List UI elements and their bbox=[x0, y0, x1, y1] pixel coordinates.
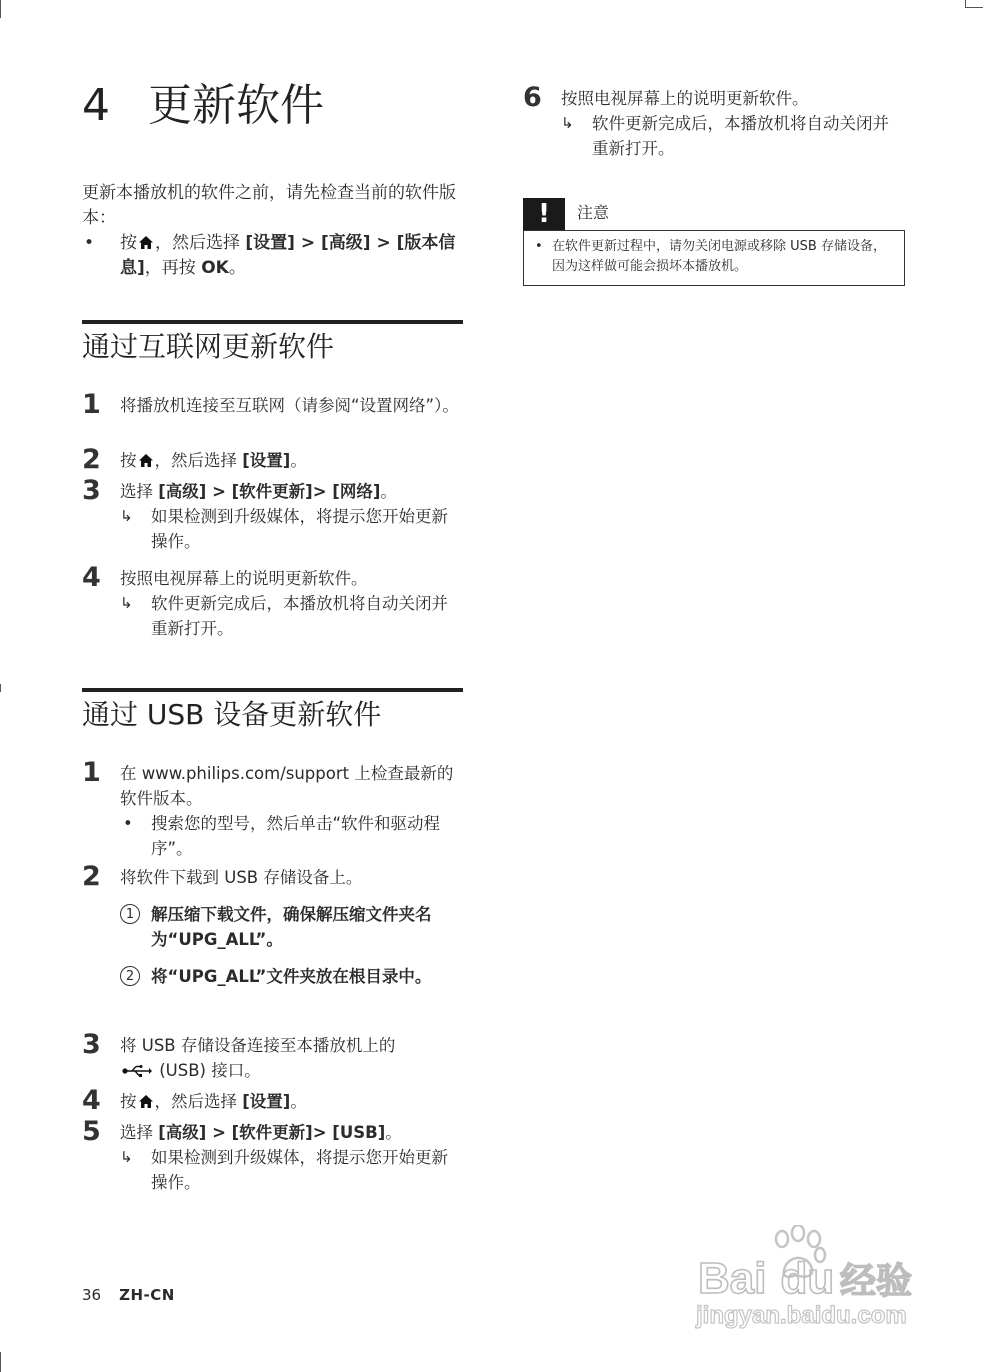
watermark-cn: 经验 bbox=[840, 1260, 913, 1301]
notice-body bbox=[523, 230, 905, 286]
chapter-heading: 更新软件 bbox=[148, 80, 324, 131]
internet-step-3 bbox=[82, 475, 464, 554]
usb-step-4 bbox=[82, 1085, 464, 1116]
intro-bullet: • 按 ，然后选择 [设置] > [高级] > [版本信息]，再按 OK。 bbox=[84, 233, 456, 278]
circled-number: 1 bbox=[120, 904, 140, 924]
menu-path: [设置] bbox=[242, 1092, 291, 1111]
result-arrow-icon: ↳ bbox=[561, 114, 574, 132]
exclamation-icon: ! bbox=[523, 198, 565, 230]
step-result: ↳ 如果检测到升级媒体，将提示您开始更新操作。 bbox=[120, 504, 464, 554]
step-bullet: • 搜索您的型号，然后单击“软件和驱动程序”。 bbox=[120, 811, 464, 861]
bullet-dot: • bbox=[123, 814, 133, 833]
step-number: 6 bbox=[523, 82, 542, 113]
crop-mark bbox=[0, 684, 1, 692]
section-heading-usb: 通过 USB 设备更新软件 bbox=[82, 688, 463, 734]
notice-label: 注意 bbox=[577, 203, 610, 222]
notice-header bbox=[523, 198, 905, 230]
step-6 bbox=[523, 82, 905, 161]
home-icon bbox=[139, 454, 153, 467]
baidu-jingyan-watermark bbox=[690, 1225, 930, 1335]
step-number: 4 bbox=[82, 1085, 101, 1116]
usb-icon bbox=[122, 1065, 152, 1077]
crop-mark bbox=[0, 1352, 1, 1372]
result-arrow-icon: ↳ bbox=[120, 594, 133, 612]
page-number: 36 bbox=[82, 1286, 102, 1304]
notice-box bbox=[523, 198, 905, 286]
intro-block bbox=[82, 181, 462, 281]
step-text: 选择 [高级] > [软件更新]> [USB]。 bbox=[120, 1123, 402, 1142]
step-text: 将 USB 存储设备连接至本播放机上的 (USB) 接口。 bbox=[120, 1036, 396, 1080]
step-text: 将播放机连接至互联网（请参阅“设置网络”）。 bbox=[120, 396, 459, 415]
result-arrow-icon: ↳ bbox=[120, 507, 133, 525]
internet-step-1 bbox=[82, 389, 464, 420]
home-icon bbox=[139, 236, 153, 249]
step-number: 1 bbox=[82, 757, 101, 788]
usb-step-5 bbox=[82, 1116, 464, 1195]
step-number: 1 bbox=[82, 389, 101, 420]
step-text: 选择 [高级] > [软件更新]> [网络]。 bbox=[120, 482, 397, 501]
home-icon bbox=[139, 1095, 153, 1108]
step-result: ↳ 软件更新完成后，本播放机将自动关闭并重新打开。 bbox=[120, 591, 464, 641]
step-number: 2 bbox=[82, 861, 101, 892]
chapter-number: 4 bbox=[82, 80, 110, 131]
section-heading-internet: 通过互联网更新软件 bbox=[82, 320, 463, 366]
usb-step-2 bbox=[82, 861, 464, 989]
step-result: ↳ 软件更新完成后，本播放机将自动关闭并重新打开。 bbox=[561, 111, 905, 161]
step-number: 5 bbox=[82, 1116, 101, 1147]
language-code: ZH-CN bbox=[119, 1286, 175, 1304]
menu-path: [高级] > [软件更新]> [USB] bbox=[158, 1123, 386, 1142]
step-number: 3 bbox=[82, 475, 101, 506]
result-arrow-icon: ↳ bbox=[120, 1148, 133, 1166]
watermark-brand: Bai du bbox=[698, 1254, 835, 1303]
substep-1: 1 解压缩下载文件，确保解压缩文件夹名为“UPG_ALL”。 bbox=[120, 902, 464, 952]
notice-text: 在软件更新过程中，请勿关闭电源或移除 USB 存储设备，因为这样做可能会损坏本播放机。 bbox=[552, 239, 886, 274]
step-result: ↳ 如果检测到升级媒体，将提示您开始更新操作。 bbox=[120, 1145, 464, 1195]
crop-mark bbox=[0, 0, 1, 18]
chapter-title bbox=[82, 78, 324, 134]
step-text: 将软件下载到 USB 存储设备上。 bbox=[120, 868, 363, 887]
step-number: 4 bbox=[82, 562, 101, 593]
watermark-url: jingyan.baidu.com bbox=[696, 1302, 907, 1329]
substep-2: 2 将“UPG_ALL”文件夹放在根目录中。 bbox=[120, 964, 464, 989]
crop-mark bbox=[966, 7, 983, 8]
step-number: 3 bbox=[82, 1029, 101, 1060]
step-text: 按 ，然后选择 [设置]。 bbox=[120, 1092, 307, 1111]
menu-path: [高级] > [软件更新]> [网络] bbox=[158, 482, 381, 501]
internet-step-2 bbox=[82, 444, 464, 475]
circled-number: 2 bbox=[120, 966, 140, 986]
menu-path: [设置] bbox=[242, 451, 291, 470]
step-text: 按 ，然后选择 [设置]。 bbox=[120, 451, 307, 470]
bullet-dot: • bbox=[535, 239, 543, 254]
page-footer bbox=[82, 1285, 175, 1305]
ok-key: OK bbox=[201, 258, 229, 278]
internet-step-4 bbox=[82, 562, 464, 641]
step-text: 按照电视屏幕上的说明更新软件。 bbox=[561, 89, 809, 108]
step-number: 2 bbox=[82, 444, 101, 475]
usb-step-1 bbox=[82, 757, 464, 861]
intro-text: 更新本播放机的软件之前，请先检查当前的软件版本： bbox=[82, 183, 456, 228]
menu-path: [设置] > [高级] > [版本信息] bbox=[120, 233, 456, 278]
step-text: 在 www.philips.com/support 上检查最新的软件版本。 bbox=[120, 764, 454, 808]
usb-step-3 bbox=[82, 1029, 464, 1083]
step-text: 按照电视屏幕上的说明更新软件。 bbox=[120, 569, 368, 588]
bullet-dot: • bbox=[84, 233, 95, 253]
